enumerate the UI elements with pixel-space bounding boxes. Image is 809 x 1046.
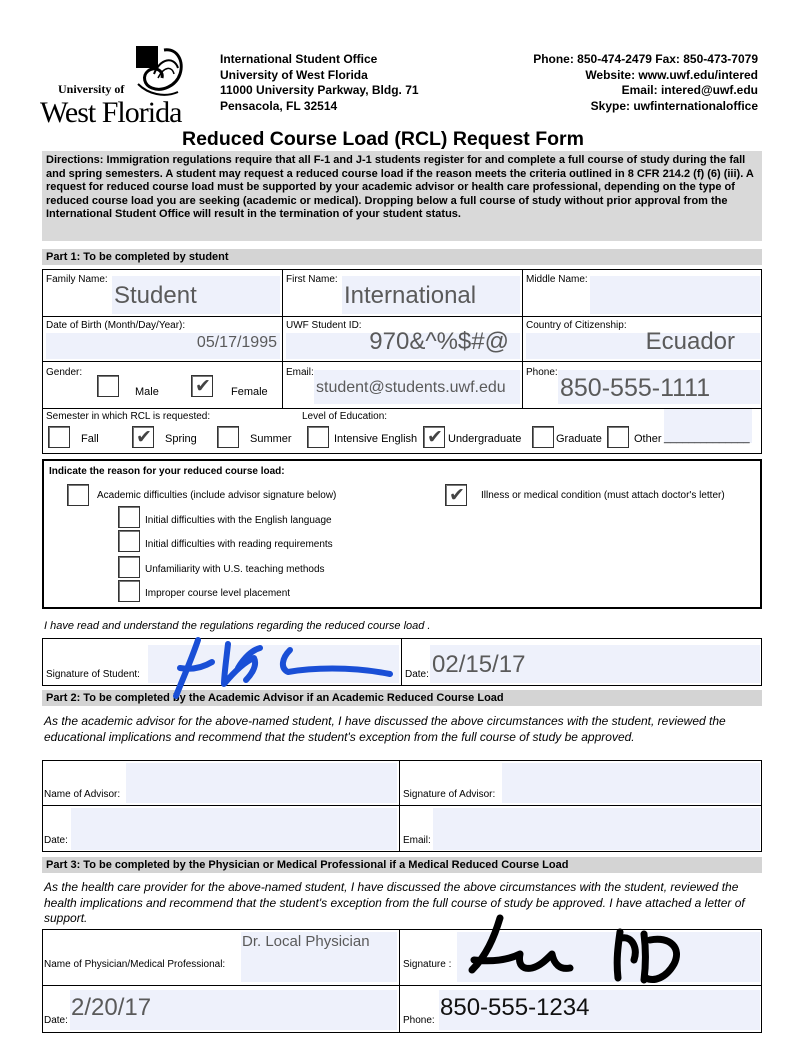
academic-label: Academic difficulties (include advisor signature below)	[97, 490, 337, 501]
grid-line	[399, 929, 400, 1033]
part3-heading: Part 3: To be completed by the Physician or Medical Professional if a Medical Reduced Course Load	[42, 857, 762, 873]
reason-box	[42, 459, 762, 609]
contact-phone-fax: Phone: 850-474-2479 Fax: 850-473-7079	[533, 52, 758, 66]
other-label: Other	[634, 433, 662, 445]
uwf-logo	[40, 44, 220, 128]
sub-reason-checkbox[interactable]	[118, 506, 140, 528]
logo-line1: University of	[58, 82, 125, 96]
physician-signature-label: Signature :	[403, 959, 452, 970]
physician-signature-scribble	[460, 908, 700, 992]
directions-text: Directions: Immigration regulations require that all F-1 and J-1 students register for and complete a full course of study during the fall and spring semesters. A student may request a reduced course load if the reason meets the criteria outlined in 8 CFR 214.2 (f) (6) (iii). A request for reduced course load must be supported by your academic advisor or health care professional, depending on the type of reduced course load you are seeking (academic or medical). Dropping below a full course of study without prior approval from the International Student Office will result in the termination of your student status.	[46, 154, 754, 221]
part2-heading: Part 2: To be completed by the Academic Advisor if an Academic Reduced Course Load	[42, 690, 762, 706]
gender-female-label: Female	[231, 386, 268, 398]
advisor-email-field[interactable]	[433, 808, 760, 850]
sub-reason-label: Initial difficulties with reading requirements	[145, 539, 333, 550]
email-value: student@students.uwf.edu	[316, 379, 506, 396]
medical-label: Illness or medical condition (must attach doctor's letter)	[481, 490, 725, 501]
physician-date-value: 2/20/17	[71, 994, 152, 1021]
grid-line	[42, 361, 762, 362]
academic-checkbox[interactable]	[67, 484, 89, 506]
contact-website: Website: www.uwf.edu/intered	[585, 67, 758, 82]
contact-skype: Skype: uwfinternationaloffice	[590, 98, 758, 113]
middle-name-label: Middle Name:	[526, 274, 588, 285]
physician-phone-label: Phone:	[403, 1015, 435, 1026]
nautilus-logo-icon	[134, 44, 186, 100]
sub-reason-checkbox[interactable]	[118, 580, 140, 602]
student-id-value: 970&^%$#@	[369, 328, 509, 355]
advisor-signature-field[interactable]	[502, 763, 760, 803]
logo-line2: West Florida	[40, 96, 182, 129]
sub-reason-label: Unfamiliarity with U.S. teaching methods	[145, 564, 325, 575]
gender-male-checkbox[interactable]	[97, 375, 119, 397]
office-contact	[533, 52, 758, 114]
phone-label: Phone:	[526, 367, 558, 378]
office-address	[220, 52, 419, 114]
spring-checkbox[interactable]	[132, 426, 154, 448]
sub-reason-checkbox[interactable]	[118, 530, 140, 552]
citizenship-label: Country of Citizenship:	[526, 320, 627, 331]
advisor-signature-label: Signature of Advisor:	[403, 789, 496, 800]
advisor-email-label: Email:	[403, 835, 431, 846]
citizenship-value: Ecuador	[645, 328, 735, 355]
sub-reason-label: Improper course level placement	[145, 588, 291, 599]
first-name-label: First Name:	[286, 274, 338, 285]
other-checkbox[interactable]	[607, 426, 629, 448]
email-label: Email:	[286, 367, 314, 378]
spring-label: Spring	[165, 433, 197, 445]
grid-line	[42, 805, 762, 806]
student-date-value: 02/15/17	[432, 651, 526, 678]
undergraduate-label: Undergraduate	[448, 433, 522, 445]
grid-line	[282, 269, 283, 408]
level-label: Level of Education:	[302, 411, 388, 422]
undergraduate-checkbox[interactable]	[423, 426, 445, 448]
phone-value: 850-555-1111	[560, 374, 711, 402]
form-title: Reduced Course Load (RCL) Request Form	[182, 128, 584, 150]
graduate-checkbox[interactable]	[532, 426, 554, 448]
physician-phone-value: 850-555-1234	[440, 994, 590, 1021]
student-id-label: UWF Student ID:	[286, 320, 362, 331]
medical-checkbox[interactable]	[445, 484, 467, 506]
acknowledgement-text: I have read and understand the regulations regarding the reduced course load .	[44, 620, 431, 632]
contact-email: Email: intered@uwf.edu	[621, 83, 758, 97]
fall-checkbox[interactable]	[48, 426, 70, 448]
grid-line	[42, 316, 762, 317]
intensive-english-checkbox[interactable]	[307, 426, 329, 448]
office-name: International Student Office	[220, 52, 378, 66]
summer-checkbox[interactable]	[217, 426, 239, 448]
advisor-date-label: Date:	[44, 835, 68, 846]
sub-reason-checkbox[interactable]	[118, 556, 140, 578]
gender-label: Gender:	[46, 367, 83, 378]
gender-male-label: Male	[135, 386, 159, 398]
reason-heading: Indicate the reason for your reduced course load:	[49, 466, 285, 477]
gender-female-checkbox[interactable]	[191, 375, 213, 397]
directions-box	[42, 151, 762, 241]
other-underline: ______________	[664, 432, 750, 444]
physician-date-label: Date:	[44, 1015, 68, 1026]
student-signature-scribble	[140, 628, 430, 708]
middle-name-field[interactable]	[590, 276, 760, 314]
office-line3: 11000 University Parkway, Bldg. 71	[220, 83, 419, 97]
physician-name-value: Dr. Local Physician	[242, 933, 370, 950]
advisor-name-field[interactable]	[126, 763, 397, 803]
part1-heading: Part 1: To be completed by student	[42, 249, 762, 265]
summer-label: Summer	[250, 433, 292, 445]
family-name-value: Student	[114, 282, 197, 309]
grid-line	[399, 760, 400, 852]
sub-reason-label: Initial difficulties with the English language	[145, 515, 332, 526]
dob-value: 05/17/1995	[196, 334, 277, 351]
grid-line	[522, 269, 523, 408]
office-line4: Pensacola, FL 32514	[220, 98, 338, 113]
first-name-value: International	[344, 282, 477, 309]
student-signature-label: Signature of Student:	[46, 669, 140, 680]
family-name-label: Family Name:	[46, 274, 108, 285]
physician-name-label: Name of Physician/Medical Professional:	[44, 959, 226, 970]
student-date-label: Date:	[405, 669, 429, 680]
grid-line	[42, 408, 762, 409]
advisor-name-label: Name of Advisor:	[44, 789, 121, 800]
semester-label: Semester in which RCL is requested:	[46, 411, 211, 422]
intensive-english-label: Intensive English	[334, 433, 418, 445]
fall-label: Fall	[81, 433, 99, 445]
office-line2: University of West Florida	[220, 67, 368, 82]
part3-statement: As the health care provider for the above-named student, I have discussed the above circumstances with the student, reviewed the health implications and recommend that the student's exception from the full course of study be approved. I have attached a letter of support.	[44, 880, 745, 925]
part2-statement: As the academic advisor for the above-named student, I have discussed the above circumstances with the student, reviewed the educational implications and recommend that the student's exception from the full course of study be approved.	[44, 714, 726, 744]
graduate-label: Graduate	[556, 433, 602, 445]
dob-label: Date of Birth (Month/Day/Year):	[46, 320, 186, 331]
advisor-date-field[interactable]	[71, 808, 397, 850]
